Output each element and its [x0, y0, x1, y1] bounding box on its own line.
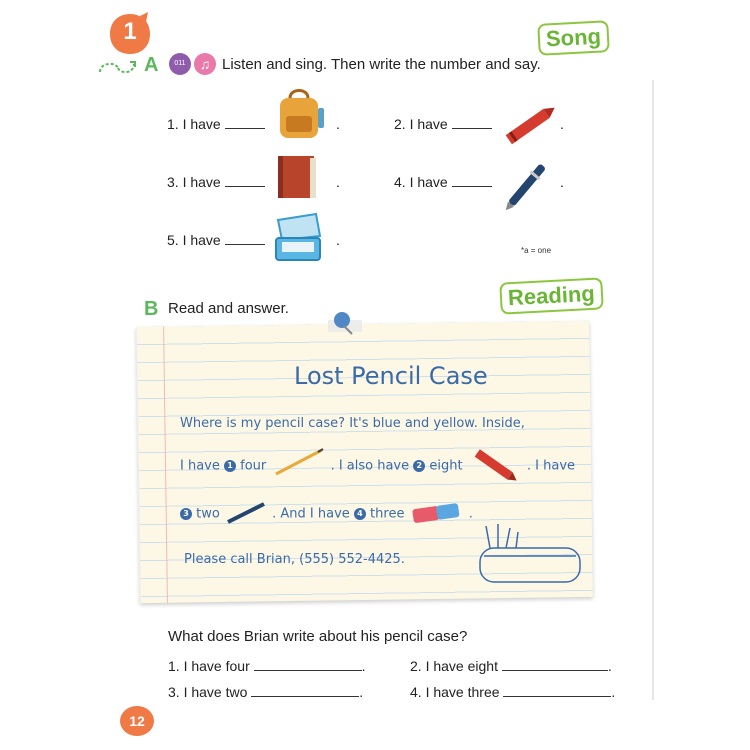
book-icon [274, 152, 320, 205]
question-text: What does Brian write about his pencil case? [168, 628, 468, 645]
loop-arrow-icon [96, 58, 138, 83]
lunchbox-icon [270, 210, 326, 271]
note-line-4: Please call Brian, (555) 552-4425. [184, 552, 405, 567]
answer-prompt: I have eight [425, 658, 498, 674]
song-badge [538, 22, 612, 54]
section-a-instruction: Listen and sing. Then write the number and say. [222, 56, 541, 73]
period: . [361, 658, 366, 674]
audio-track-icon[interactable] [169, 53, 191, 75]
answer-blank[interactable] [254, 670, 362, 671]
answer-prompt: I have two [183, 684, 248, 700]
answer-number: 4. [410, 684, 422, 700]
note-text: . [468, 506, 473, 522]
answer-blank[interactable] [225, 128, 265, 129]
answer-blank[interactable] [502, 670, 608, 671]
number-bullet: 1 [224, 460, 236, 472]
item-number: 4. [394, 174, 406, 190]
item-number: 2. [394, 116, 406, 132]
crayon-icon [496, 98, 562, 157]
item-text: I have [409, 116, 448, 132]
eraser-icon [409, 506, 465, 522]
period: . [560, 116, 564, 132]
answer-blank[interactable] [225, 186, 265, 187]
note-text: eight [429, 458, 463, 474]
number-bullet: 3 [180, 508, 192, 520]
crayon-icon [467, 458, 523, 474]
song-badge-label: Song [537, 20, 610, 56]
answer-number: 3. [168, 684, 180, 700]
number-bullet: 2 [413, 460, 425, 472]
list-item [167, 116, 265, 132]
answer-prompt: I have three [425, 684, 500, 700]
answer-number: 1. [168, 658, 180, 674]
item-number: 3. [167, 174, 179, 190]
period: . [607, 658, 612, 674]
list-item [167, 232, 265, 248]
item-number: 5. [167, 232, 179, 248]
answer-row [168, 684, 363, 700]
note-text: three [370, 506, 405, 522]
answer-row [410, 658, 612, 674]
note-margin-line [163, 327, 168, 603]
backpack-icon [272, 88, 328, 147]
answer-blank[interactable] [225, 244, 265, 245]
reading-badge [500, 280, 603, 312]
reading-badge-label: Reading [499, 277, 603, 314]
item-number: 1. [167, 116, 179, 132]
number-bullet: 4 [354, 508, 366, 520]
period: . [611, 684, 616, 700]
pen-icon [500, 155, 554, 220]
answer-blank[interactable] [452, 186, 492, 187]
item-text: I have [182, 232, 221, 248]
period: . [359, 684, 364, 700]
page-number-badge [120, 706, 154, 736]
pen-icon [224, 506, 268, 522]
note-text: four [240, 458, 267, 474]
note-title: Lost Pencil Case [294, 362, 488, 390]
note-text: I have [180, 458, 220, 474]
pencil-case-sketch [476, 522, 586, 593]
unit-number-badge [108, 12, 152, 56]
list-item [394, 116, 492, 132]
answer-prompt: I have four [183, 658, 250, 674]
answer-number: 2. [410, 658, 422, 674]
note-text: . I have [526, 458, 576, 474]
note-text: two [196, 506, 220, 522]
item-text: I have [182, 174, 221, 190]
item-text: I have [182, 116, 221, 132]
answer-blank[interactable] [251, 696, 359, 697]
page-edge [652, 80, 654, 700]
answer-blank[interactable] [452, 128, 492, 129]
music-note-icon[interactable]: ♫ [194, 53, 216, 75]
answer-blank[interactable] [503, 696, 611, 697]
section-a-letter: A [144, 54, 159, 76]
item-text: I have [409, 174, 448, 190]
period: . [336, 232, 340, 248]
note-line-3 [180, 506, 473, 522]
list-item [394, 174, 492, 190]
answer-row [168, 658, 366, 674]
section-b-letter: B [144, 298, 159, 320]
section-b-instruction: Read and answer. [168, 300, 289, 317]
page-number: 12 [129, 713, 145, 729]
period: . [336, 174, 340, 190]
period: . [336, 116, 340, 132]
note-line-1: Where is my pencil case? It's blue and yellow. Inside, [180, 416, 525, 431]
audio-track-number: 011 [174, 60, 186, 67]
pushpin-icon [326, 308, 362, 341]
unit-number: 1 [123, 18, 137, 45]
note-text: . And I have [272, 506, 350, 522]
note-line-2 [180, 458, 575, 474]
pencil-icon [270, 458, 326, 474]
list-item [167, 174, 265, 190]
period: . [560, 174, 564, 190]
note-text: . I also have [330, 458, 410, 474]
answer-row [410, 684, 615, 700]
footnote: *a = one [521, 246, 552, 255]
